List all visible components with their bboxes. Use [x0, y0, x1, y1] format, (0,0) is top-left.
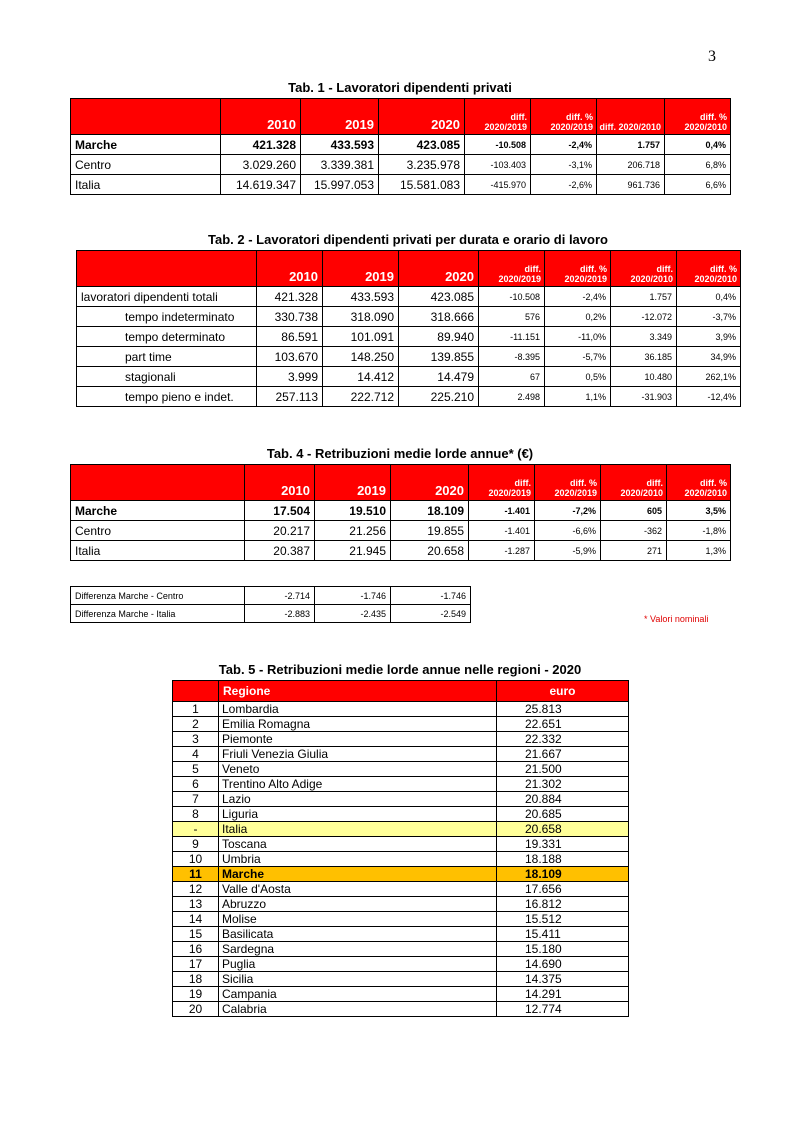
region-cell: Lombardia [219, 702, 497, 717]
cell: 3.349 [611, 327, 677, 347]
cell: -11.151 [479, 327, 545, 347]
row-label: Marche [71, 135, 221, 155]
euro-cell: 21.500 [497, 762, 629, 777]
region-cell: Basilicata [219, 927, 497, 942]
row-label: Differenza Marche - Centro [71, 587, 245, 605]
tab5-table [172, 680, 629, 1017]
region-cell: Valle d'Aosta [219, 882, 497, 897]
euro-cell: 22.332 [497, 732, 629, 747]
cell: -5,9% [535, 541, 601, 561]
cell: 318.666 [399, 307, 479, 327]
tab4-diff-table [70, 586, 471, 623]
tab4-header-blank [71, 465, 245, 501]
tab4-table [70, 464, 731, 561]
cell: 1.757 [611, 287, 677, 307]
region-cell: Umbria [219, 852, 497, 867]
euro-cell: 12.774 [497, 1002, 629, 1017]
rank-cell: 13 [173, 897, 219, 912]
tab2-header: 2010 [257, 251, 323, 287]
cell: 148.250 [323, 347, 399, 367]
cell: 19.855 [391, 521, 469, 541]
table-row [173, 837, 629, 852]
table-row [71, 155, 731, 175]
cell: 225.210 [399, 387, 479, 407]
tab1-table [70, 98, 731, 195]
euro-cell: 25.813 [497, 702, 629, 717]
table-row [173, 732, 629, 747]
row-label: Marche [71, 501, 245, 521]
euro-cell: 22.651 [497, 717, 629, 732]
table-row [71, 521, 731, 541]
table-row [77, 387, 741, 407]
cell: -2,4% [545, 287, 611, 307]
row-label: part time [77, 347, 257, 367]
euro-cell: 14.291 [497, 987, 629, 1002]
region-cell: Abruzzo [219, 897, 497, 912]
cell: 433.593 [301, 135, 379, 155]
table-row [173, 777, 629, 792]
cell: -2.435 [315, 605, 391, 623]
cell: 21.945 [315, 541, 391, 561]
cell: -6,6% [535, 521, 601, 541]
cell: 3.339.381 [301, 155, 379, 175]
region-cell: Molise [219, 912, 497, 927]
cell: -1.401 [469, 501, 535, 521]
cell: 271 [601, 541, 667, 561]
row-label: Centro [71, 521, 245, 541]
cell: 139.855 [399, 347, 479, 367]
cell: 1,1% [545, 387, 611, 407]
tab4-header: 2020 [391, 465, 469, 501]
tab2-header: 2019 [323, 251, 399, 287]
euro-cell: 19.331 [497, 837, 629, 852]
region-cell: Emilia Romagna [219, 717, 497, 732]
cell: 423.085 [399, 287, 479, 307]
tab2-header: diff. 2020/2019 [479, 251, 545, 287]
table-row [77, 287, 741, 307]
tab1-title: Tab. 1 - Lavoratori dipendenti privati [288, 80, 512, 95]
rank-cell: 11 [173, 867, 219, 882]
table-row [173, 912, 629, 927]
rank-cell: 2 [173, 717, 219, 732]
tab4-note: * Valori nominali [644, 614, 709, 624]
rank-cell: 14 [173, 912, 219, 927]
cell: 423.085 [379, 135, 465, 155]
cell: 3.999 [257, 367, 323, 387]
tab2-header: diff. 2020/2010 [611, 251, 677, 287]
row-label: Italia [71, 175, 221, 195]
rank-cell: 15 [173, 927, 219, 942]
cell: 14.619.347 [221, 175, 301, 195]
cell: -1.401 [469, 521, 535, 541]
cell: 6,8% [665, 155, 731, 175]
tab2-header: diff. % 2020/2019 [545, 251, 611, 287]
row-label: Differenza Marche - Italia [71, 605, 245, 623]
tab4-header: 2010 [245, 465, 315, 501]
cell: 17.504 [245, 501, 315, 521]
tab2-header: diff. % 2020/2010 [677, 251, 741, 287]
tab1-header: 2010 [221, 99, 301, 135]
cell: 20.387 [245, 541, 315, 561]
table-row [173, 792, 629, 807]
tab5-header-region: Regione [219, 681, 497, 702]
rank-cell: - [173, 822, 219, 837]
region-cell: Piemonte [219, 732, 497, 747]
region-cell: Friuli Venezia Giulia [219, 747, 497, 762]
euro-cell: 15.180 [497, 942, 629, 957]
euro-cell: 20.884 [497, 792, 629, 807]
cell: -2,4% [531, 135, 597, 155]
rank-cell: 5 [173, 762, 219, 777]
cell: 222.712 [323, 387, 399, 407]
rank-cell: 20 [173, 1002, 219, 1017]
tab4-header: diff. 2020/2019 [469, 465, 535, 501]
cell: -10.508 [465, 135, 531, 155]
tab5-header-euro: euro [497, 681, 629, 702]
rank-cell: 1 [173, 702, 219, 717]
cell: 89.940 [399, 327, 479, 347]
table-row [173, 957, 629, 972]
table-row [173, 702, 629, 717]
tab1-header: diff. 2020/2019 [465, 99, 531, 135]
cell: 101.091 [323, 327, 399, 347]
cell: 10.480 [611, 367, 677, 387]
tab4-title: Tab. 4 - Retribuzioni medie lorde annue* (€) [266, 446, 534, 461]
cell: 1.757 [597, 135, 665, 155]
cell: -3,7% [677, 307, 741, 327]
region-cell: Italia [219, 822, 497, 837]
euro-cell: 15.512 [497, 912, 629, 927]
region-cell: Sardegna [219, 942, 497, 957]
rank-cell: 18 [173, 972, 219, 987]
row-label: Italia [71, 541, 245, 561]
cell: 0,5% [545, 367, 611, 387]
cell: 34,9% [677, 347, 741, 367]
tab1-header: diff. % 2020/2019 [531, 99, 597, 135]
cell: 14.479 [399, 367, 479, 387]
row-label: Centro [71, 155, 221, 175]
region-cell: Marche [219, 867, 497, 882]
region-cell: Toscana [219, 837, 497, 852]
tab4-header: diff. % 2020/2010 [667, 465, 731, 501]
table-row [173, 987, 629, 1002]
table-row [77, 327, 741, 347]
cell: -12.072 [611, 307, 677, 327]
cell: -1.746 [391, 587, 471, 605]
cell: -1.746 [315, 587, 391, 605]
rank-cell: 3 [173, 732, 219, 747]
table-row [173, 1002, 629, 1017]
region-cell: Calabria [219, 1002, 497, 1017]
cell: -2,6% [531, 175, 597, 195]
cell: -415.970 [465, 175, 531, 195]
cell: -2.714 [245, 587, 315, 605]
table-row [173, 822, 629, 837]
cell: 0,4% [677, 287, 741, 307]
cell: 421.328 [257, 287, 323, 307]
cell: 318.090 [323, 307, 399, 327]
cell: -1.287 [469, 541, 535, 561]
cell: -103.403 [465, 155, 531, 175]
euro-cell: 21.667 [497, 747, 629, 762]
tab1-header-blank [71, 99, 221, 135]
cell: 36.185 [611, 347, 677, 367]
row-label: lavoratori dipendenti totali [77, 287, 257, 307]
cell: 6,6% [665, 175, 731, 195]
euro-cell: 14.690 [497, 957, 629, 972]
table-row [173, 762, 629, 777]
euro-cell: 18.109 [497, 867, 629, 882]
cell: 605 [601, 501, 667, 521]
cell: -12,4% [677, 387, 741, 407]
cell: 206.718 [597, 155, 665, 175]
cell: 262,1% [677, 367, 741, 387]
rank-cell: 19 [173, 987, 219, 1002]
euro-cell: 15.411 [497, 927, 629, 942]
tab1-header: diff. % 2020/2010 [665, 99, 731, 135]
table-row [77, 307, 741, 327]
page-number: 3 [708, 48, 716, 65]
table-row [71, 175, 731, 195]
cell: 15.997.053 [301, 175, 379, 195]
euro-cell: 21.302 [497, 777, 629, 792]
table-row [173, 852, 629, 867]
table-row [173, 882, 629, 897]
cell: 3,9% [677, 327, 741, 347]
cell: 3.235.978 [379, 155, 465, 175]
tab2-title: Tab. 2 - Lavoratori dipendenti privati per durata e orario di lavoro [208, 232, 608, 247]
cell: 15.581.083 [379, 175, 465, 195]
cell: 19.510 [315, 501, 391, 521]
cell: -362 [601, 521, 667, 541]
tab2-header: 2020 [399, 251, 479, 287]
cell: -2.883 [245, 605, 315, 623]
cell: 330.738 [257, 307, 323, 327]
cell: 20.658 [391, 541, 469, 561]
cell: 0,2% [545, 307, 611, 327]
region-cell: Puglia [219, 957, 497, 972]
row-label: tempo pieno e indet. [77, 387, 257, 407]
table-row [77, 367, 741, 387]
rank-cell: 8 [173, 807, 219, 822]
table-row [173, 927, 629, 942]
region-cell: Campania [219, 987, 497, 1002]
tab5-header-rank [173, 681, 219, 702]
cell: -11,0% [545, 327, 611, 347]
tab4-header: 2019 [315, 465, 391, 501]
cell: -5,7% [545, 347, 611, 367]
cell: 86.591 [257, 327, 323, 347]
rank-cell: 7 [173, 792, 219, 807]
cell: -7,2% [535, 501, 601, 521]
row-label: tempo determinato [77, 327, 257, 347]
region-cell: Liguria [219, 807, 497, 822]
table-row [71, 605, 471, 623]
cell: 961.736 [597, 175, 665, 195]
region-cell: Trentino Alto Adige [219, 777, 497, 792]
cell: -10.508 [479, 287, 545, 307]
rank-cell: 10 [173, 852, 219, 867]
euro-cell: 16.812 [497, 897, 629, 912]
cell: 14.412 [323, 367, 399, 387]
row-label: tempo indeterminato [77, 307, 257, 327]
euro-cell: 14.375 [497, 972, 629, 987]
tab1-header: diff. 2020/2010 [597, 99, 665, 135]
cell: 21.256 [315, 521, 391, 541]
euro-cell: 20.658 [497, 822, 629, 837]
euro-cell: 17.656 [497, 882, 629, 897]
cell: 1,3% [667, 541, 731, 561]
euro-cell: 18.188 [497, 852, 629, 867]
rank-cell: 9 [173, 837, 219, 852]
cell: 2.498 [479, 387, 545, 407]
euro-cell: 20.685 [497, 807, 629, 822]
cell: -2.549 [391, 605, 471, 623]
cell: 0,4% [665, 135, 731, 155]
cell: -3,1% [531, 155, 597, 175]
table-row [173, 747, 629, 762]
table-row [173, 807, 629, 822]
table-row [71, 587, 471, 605]
rank-cell: 4 [173, 747, 219, 762]
cell: 20.217 [245, 521, 315, 541]
tab5-title: Tab. 5 - Retribuzioni medie lorde annue nelle regioni - 2020 [218, 662, 582, 677]
table-row [173, 717, 629, 732]
region-cell: Sicilia [219, 972, 497, 987]
rank-cell: 6 [173, 777, 219, 792]
cell: 103.670 [257, 347, 323, 367]
region-cell: Veneto [219, 762, 497, 777]
table-row [77, 347, 741, 367]
cell: 433.593 [323, 287, 399, 307]
rank-cell: 16 [173, 942, 219, 957]
cell: 3,5% [667, 501, 731, 521]
tab4-header: diff. % 2020/2019 [535, 465, 601, 501]
row-label: stagionali [77, 367, 257, 387]
table-row [71, 541, 731, 561]
cell: -8.395 [479, 347, 545, 367]
cell: 576 [479, 307, 545, 327]
tab1-header: 2019 [301, 99, 379, 135]
tab1-header: 2020 [379, 99, 465, 135]
cell: 257.113 [257, 387, 323, 407]
table-row [173, 972, 629, 987]
rank-cell: 12 [173, 882, 219, 897]
cell: 421.328 [221, 135, 301, 155]
cell: -1,8% [667, 521, 731, 541]
region-cell: Lazio [219, 792, 497, 807]
rank-cell: 17 [173, 957, 219, 972]
table-row [173, 942, 629, 957]
table-row [71, 501, 731, 521]
table-row [173, 867, 629, 882]
tab4-header: diff. 2020/2010 [601, 465, 667, 501]
tab2-header-blank [77, 251, 257, 287]
cell: 18.109 [391, 501, 469, 521]
tab2-table [76, 250, 741, 407]
cell: -31.903 [611, 387, 677, 407]
cell: 3.029.260 [221, 155, 301, 175]
cell: 67 [479, 367, 545, 387]
table-row [71, 135, 731, 155]
table-row [173, 897, 629, 912]
